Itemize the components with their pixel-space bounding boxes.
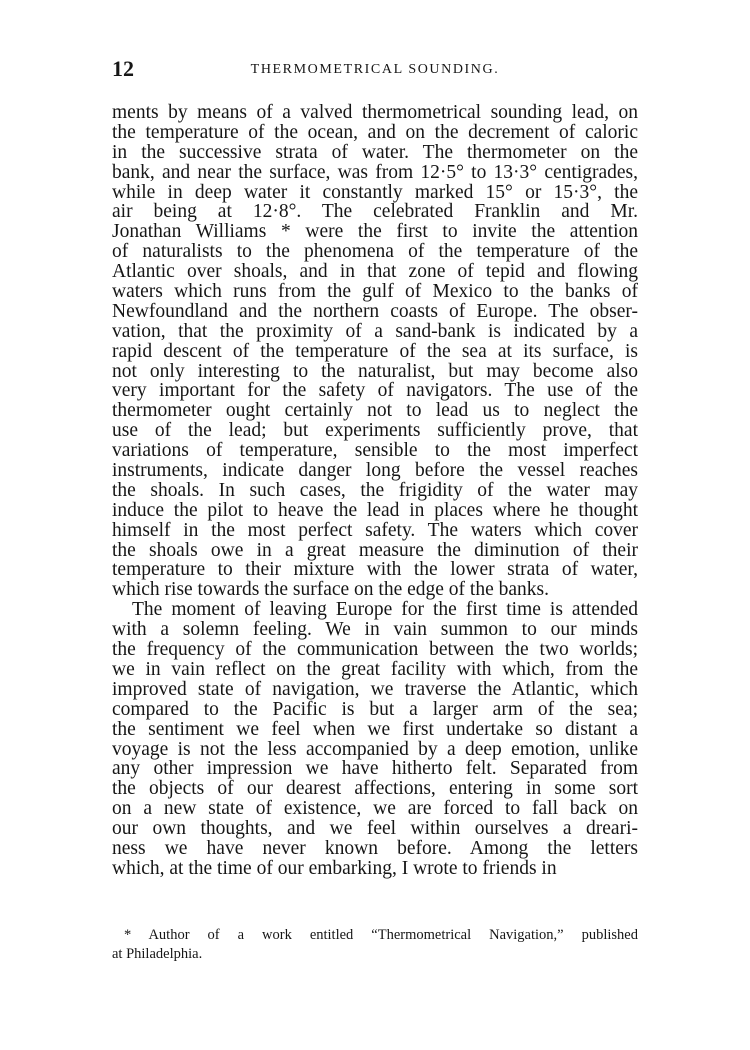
body-line: ness we have never known before. Among the letters <box>112 837 638 859</box>
body-line: the shoals owe in a great measure the diminution of their <box>112 539 638 561</box>
body-line: use of the lead; but experiments sufficiently prove, that <box>112 420 638 442</box>
body-line: not only interesting to the naturalist, but may become also <box>112 360 638 382</box>
body-line: temperature to their mixture with the lower strata of water, <box>112 559 638 581</box>
body-line: improved state of navigation, we traverse the Atlantic, which <box>112 678 638 700</box>
body-line: which rise towards the surface on the edge of the banks. <box>112 579 549 601</box>
body-line: induce the pilot to heave the lead in places where he thought <box>112 499 638 521</box>
running-head <box>110 56 640 86</box>
body-line: which, at the time of our embarking, I wrote to friends in <box>112 857 557 879</box>
body-line: Newfoundland and the northern coasts of Europe. The obser- <box>112 300 638 322</box>
body-line: while in deep water it constantly marked 15° or 15·3°, the <box>112 181 638 203</box>
body-line: waters which runs from the gulf of Mexico to the banks of <box>112 281 638 303</box>
body-line: instruments, indicate danger long before the vessel reaches <box>112 460 638 482</box>
body-line: the shoals. In such cases, the frigidity of the water may <box>112 479 638 501</box>
body-line: thermometer ought certainly not to lead us to neglect the <box>112 400 638 422</box>
body-line: of naturalists to the phenomena of the temperature of the <box>112 241 638 263</box>
body-line: the sentiment we feel when we first undertake so distant a <box>112 718 638 740</box>
body-line: any other impression we have hitherto felt. Separated from <box>112 758 638 780</box>
body-line: with a solemn feeling. We in vain summon to our minds <box>112 619 638 641</box>
body-line: ments by means of a valved thermometrical sounding lead, on <box>112 102 638 123</box>
body-line: bank, and near the surface, was from 12·5° to 13·3° centigrades, <box>112 161 638 183</box>
body-line: variations of temperature, sensible to the most imperfect <box>112 440 638 462</box>
body-line: very important for the safety of navigators. The use of the <box>112 380 638 402</box>
body-line: rapid descent of the temperature of the sea at its surface, is <box>112 340 638 362</box>
body-line: Jonathan Williams * were the first to invite the attention <box>112 221 638 243</box>
body-line: vation, that the proximity of a sand-bank is indicated by a <box>112 320 638 342</box>
footnote <box>112 926 638 964</box>
body-line: the objects of our dearest affections, entering in some sort <box>112 778 638 800</box>
body-line: Atlantic over shoals, and in that zone of tepid and flowing <box>112 261 638 283</box>
body-line: The moment of leaving Europe for the first time is attended <box>132 599 638 621</box>
body-line: the temperature of the ocean, and on the decrement of caloric <box>112 121 638 143</box>
page-number: 12 <box>112 56 134 81</box>
body-line: voyage is not the less accompanied by a deep emotion, unlike <box>112 738 638 760</box>
footnote-line: at Philadelphia. <box>112 946 203 962</box>
body-line: our own thoughts, and we feel within ourselves a dreari- <box>112 818 638 840</box>
body-line: the frequency of the communication between the two worlds; <box>112 639 638 661</box>
body-line: compared to the Pacific is but a larger arm of the sea; <box>112 698 638 720</box>
body-line: air being at 12·8°. The celebrated Franklin and Mr. <box>112 201 638 223</box>
body-line: we in vain reflect on the great facility with which, from the <box>112 658 638 680</box>
body-line: himself in the most perfect safety. The waters which cover <box>112 519 638 541</box>
running-title: THERMOMETRICAL SOUNDING. <box>250 62 500 77</box>
body-text <box>112 103 638 879</box>
footnote-line: * Author of a work entitled “Thermometrical Navigation,” published <box>124 927 638 943</box>
body-line: in the successive strata of water. The thermometer on the <box>112 141 638 163</box>
body-line: on a new state of existence, we are forced to fall back on <box>112 798 638 820</box>
